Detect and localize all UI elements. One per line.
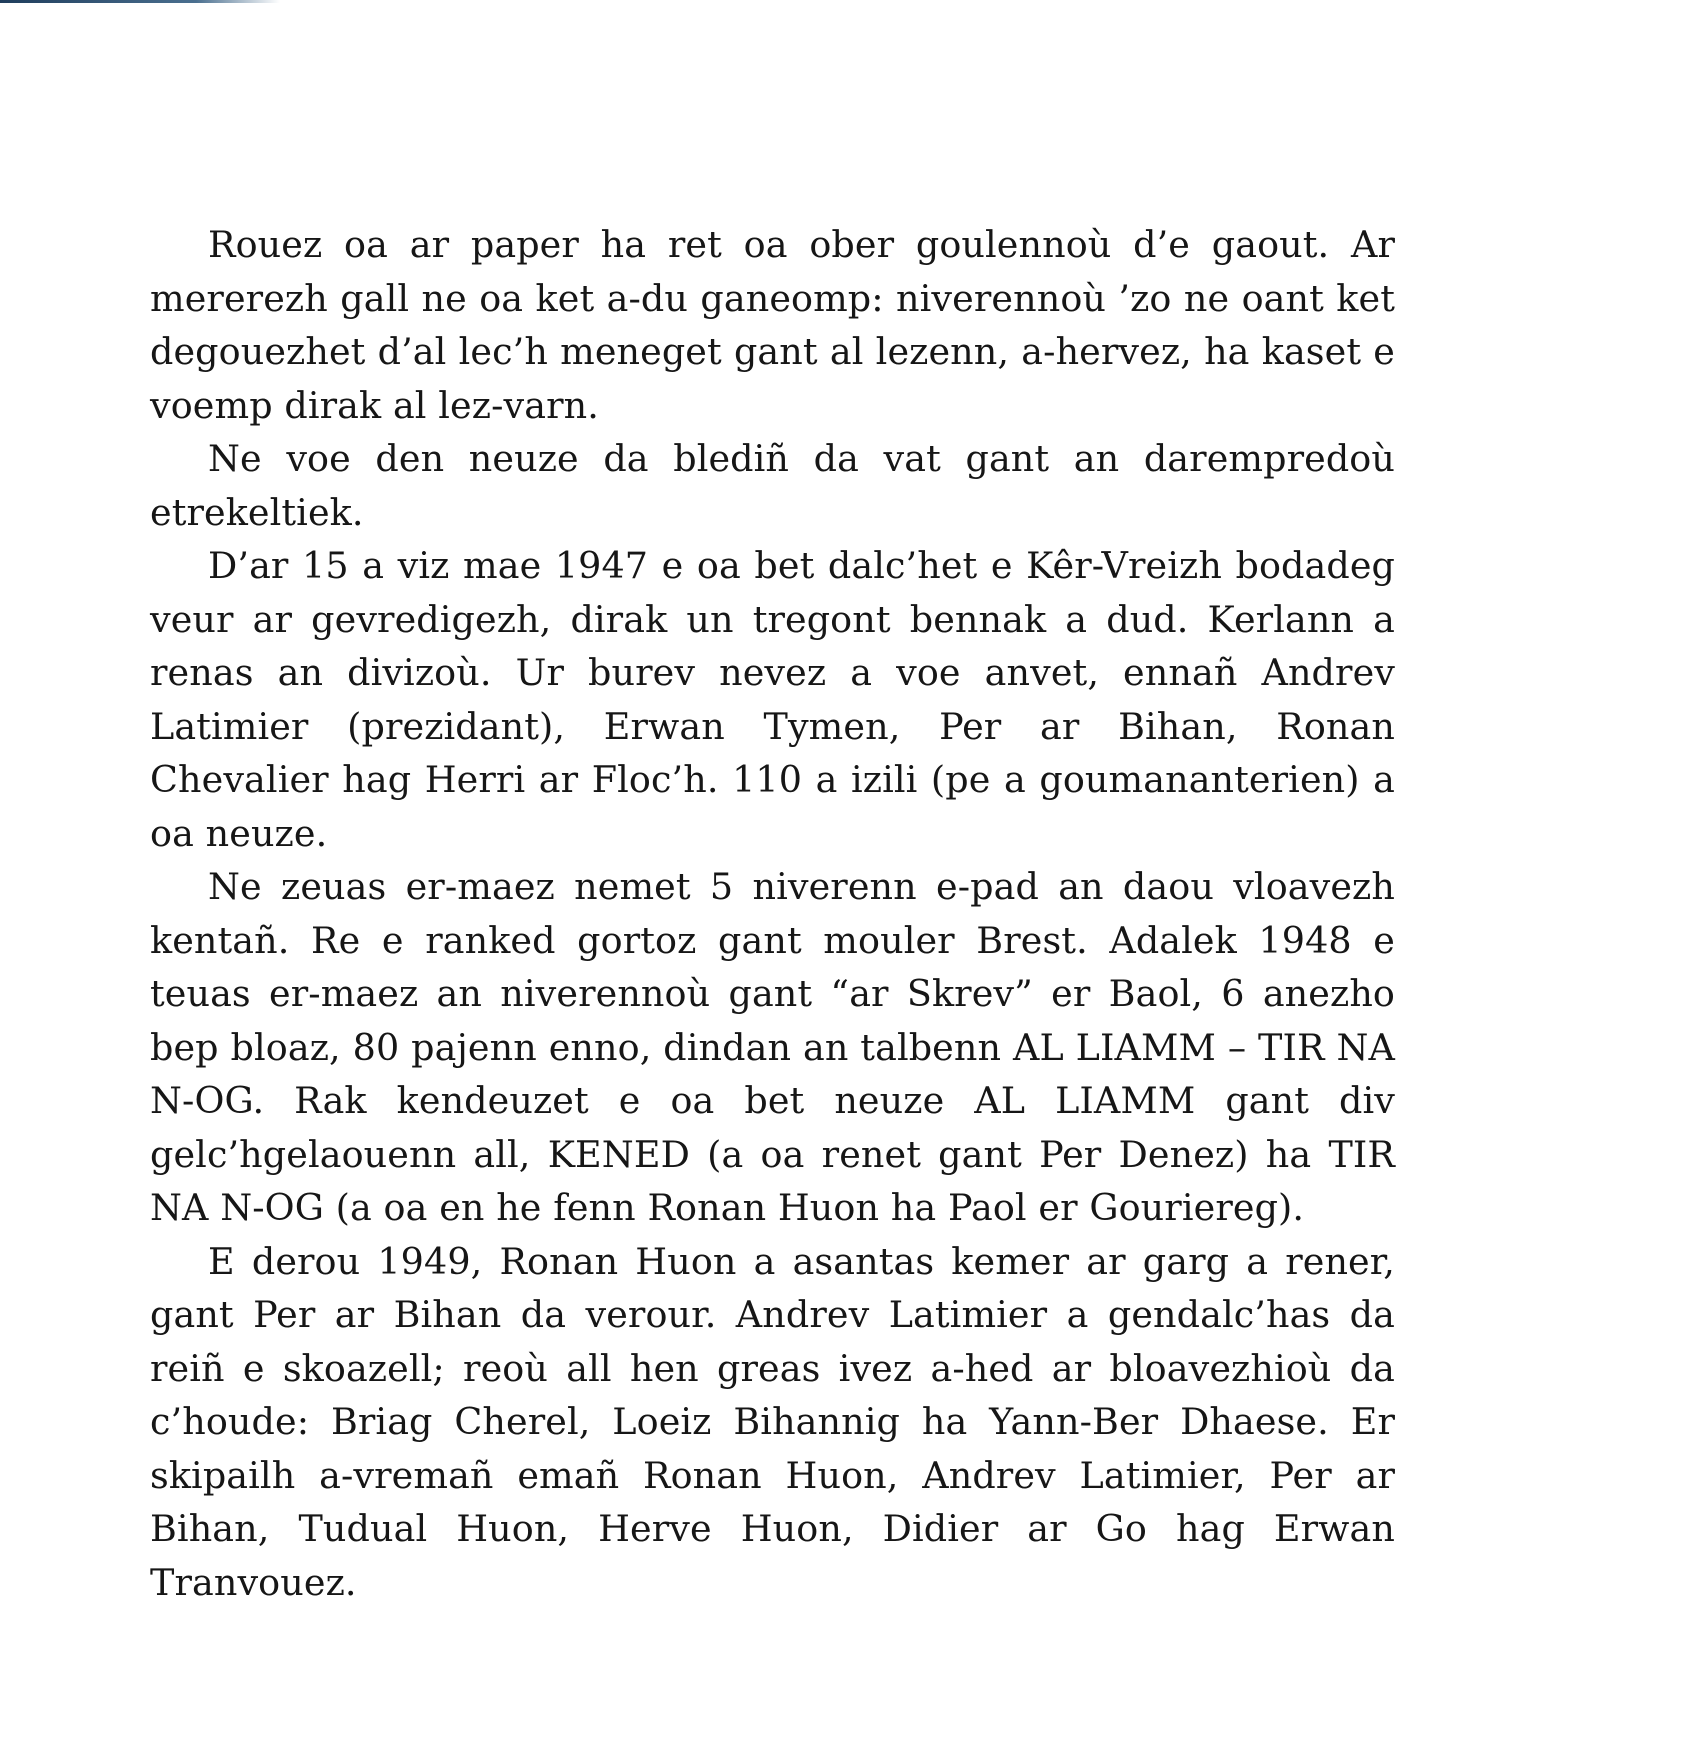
paragraph-interceltic-relations: Ne voe den neuze da blediñ da vat gant an darempredoù etrekeltiek.: [150, 437, 1395, 534]
scan-edge-mark: [0, 0, 280, 3]
paragraph-paper-shortage: Rouez oa ar paper ha ret oa ober goulennoù d’e gaout. Ar mererezh gall ne oa ket a-du ganeomp: niverennoù ’zo ne oant ket degouezhet d’al lec’h meneget gant al lezenn, a-hervez, ha kaset e voemp dirak al lez-varn.: [150, 223, 1395, 427]
paragraph-editorship-1949: E derou 1949, Ronan Huon a asantas kemer ar garg a rener, gant Per ar Bihan da verour. Andrev Latimier a gendalc’has da reiñ e skoazell; reoù all hen greas ivez a-hed ar bloavezhioù da c’houde: Briag Cherel, Loeiz Bihannig ha Yann-Ber Dhaese. Er skipailh a-vremañ emañ Ronan Huon, Andrev Latimier, Per ar Bihan, Tudual Huon, Herve Huon, Didier ar Go hag Erwan Tranvouez.: [150, 1239, 1395, 1604]
paragraph-issues-published: Ne zeuas er-maez nemet 5 niverenn e-pad an daou vloavezh kentañ. Re e ranked gortoz gant mouler Brest. Adalek 1948 e teuas er-maez an niverennoù gant “ar Skrev” er Baol, 6 anezho bep bloaz, 80 pajenn enno, dindan an talbenn AL LIAMM – TIR NA N-OG. Rak kendeuzet e oa bet neuze AL LIAMM gant div gelc’hgelaouenn all, KENED (a oa renet gant Per Denez) ha TIR NA N-OG (a oa en he fenn Ronan Huon ha Paol er Gouriereg).: [150, 865, 1395, 1229]
paragraph-general-assembly-1947: D’ar 15 a viz mae 1947 e oa bet dalc’het e Kêr-Vreizh bodadeg veur ar gevredigezh, dirak un tregont bennak a dud. Kerlann a renas an divizoù. Ur burev nevez a voe anvet, ennañ Andrev Latimier (prezidant), Erwan Tymen, Per ar Bihan, Ronan Chevalier hag Herri ar Floc’h. 110 a izili (pe a goumananterien) a oa neuze.: [150, 544, 1395, 855]
body-text: [150, 218, 1395, 1609]
